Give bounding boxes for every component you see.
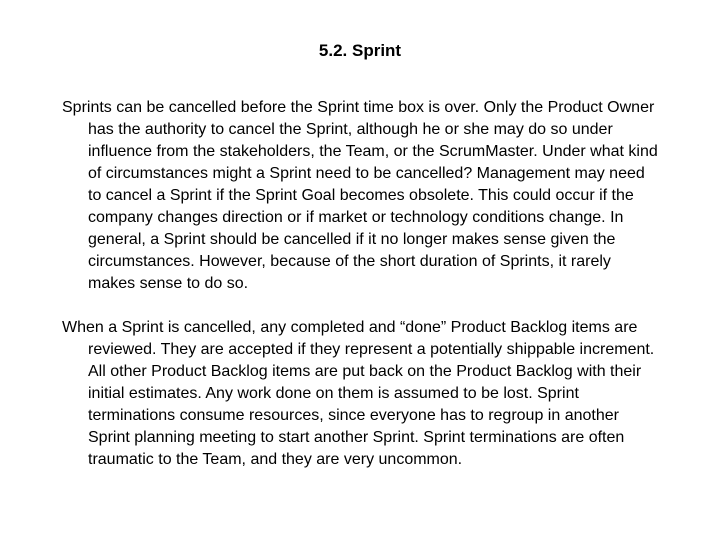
slide-title: 5.2. Sprint xyxy=(318,41,402,60)
paragraph-sprint-cancellation: Sprints can be cancelled before the Sprint time box is over. Only the Product Owner has the authority to cancel the Sprint, although he or she may do so under influence from the stakeholders, the Team, or the ScrumMaster. Under what kind of circumstances might a Sprint need to be cancelled? Management may need to cancel a Sprint if the Sprint Goal becomes obsolete. This could occur if the company changes direction or if market or technology conditions change. In general, a Sprint should be cancelled if it no longer makes sense given the circumstances. However, because of the short duration of Sprints, it rarely makes sense to do so. xyxy=(62,99,658,292)
slide-body xyxy=(62,97,662,471)
paragraph-cancelled-sprint-outcome: When a Sprint is cancelled, any completed and “done” Product Backlog items are reviewed. They are accepted if they represent a potentially shippable increment. All other Product Backlog items are put back on the Product Backlog with their initial estimates. Any work done on them is assumed to be lost. Sprint terminations consume resources, since everyone has to regroup in another Sprint planning meeting to start another Sprint. Sprint terminations are often traumatic to the Team, and they are very uncommon. xyxy=(62,319,655,468)
